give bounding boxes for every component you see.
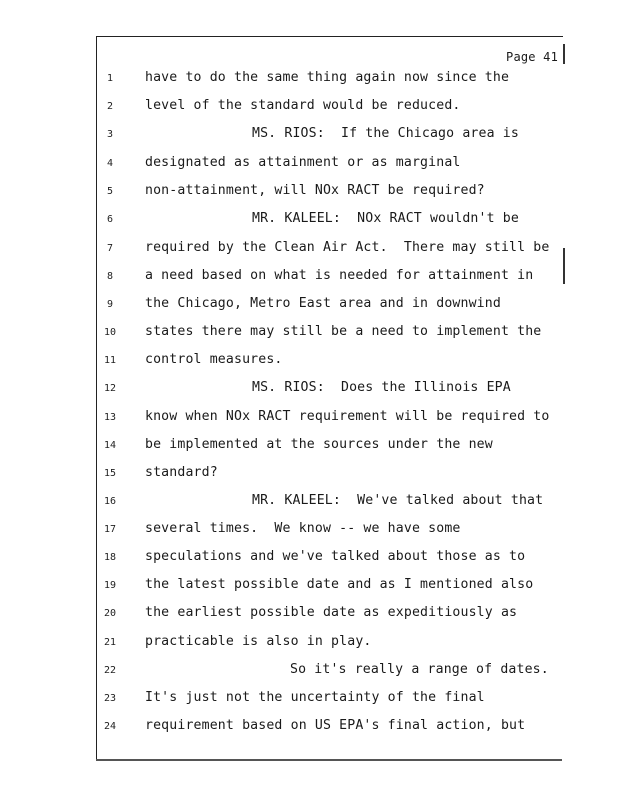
line-number: 7: [106, 243, 114, 254]
page-number: Page 41: [506, 50, 558, 64]
margin-rule-bottom: [96, 759, 562, 761]
line-number: 19: [103, 580, 117, 591]
line-number: 22: [103, 665, 117, 676]
margin-rule-top: [563, 44, 565, 64]
transcript-line: [0, 521, 619, 541]
line-text: required by the Clean Air Act. There may still be: [145, 240, 550, 255]
transcript-line: [0, 718, 619, 738]
line-number: 3: [106, 129, 114, 140]
transcript-line: [0, 662, 619, 682]
line-number: 16: [103, 496, 117, 507]
transcript-line: [0, 155, 619, 175]
transcript-line: [0, 605, 619, 625]
line-text: So it's really a range of dates.: [290, 662, 549, 677]
transcript-line: [0, 690, 619, 710]
line-number: 1: [106, 73, 114, 84]
transcript-line: [0, 126, 619, 146]
line-text: MS. RIOS: If the Chicago area is: [252, 126, 519, 141]
transcript-line: [0, 296, 619, 316]
transcript-line: [0, 240, 619, 260]
line-number: 2: [106, 101, 114, 112]
line-number: 10: [103, 327, 117, 338]
line-number: 5: [106, 186, 114, 197]
line-number: 6: [106, 214, 114, 225]
line-number: 23: [103, 693, 117, 704]
line-text: the latest possible date and as I mentioned also: [145, 577, 534, 592]
line-number: 20: [103, 608, 117, 619]
line-number: 21: [103, 637, 117, 648]
transcript-line: [0, 324, 619, 344]
line-text: practicable is also in play.: [145, 634, 372, 649]
transcript-line: [0, 268, 619, 288]
line-text: states there may still be a need to implement the: [145, 324, 542, 339]
line-text: several times. We know -- we have some: [145, 521, 461, 536]
line-number: 15: [103, 468, 117, 479]
line-text: requirement based on US EPA's final action, but: [145, 718, 526, 733]
transcript-line: [0, 211, 619, 231]
line-text: non-attainment, will NOx RACT be required?: [145, 183, 485, 198]
line-text: control measures.: [145, 352, 283, 367]
transcript-line: [0, 98, 619, 118]
transcript-line: [0, 549, 619, 569]
line-text: level of the standard would be reduced.: [145, 98, 461, 113]
line-text: It's just not the uncertainty of the final: [145, 690, 485, 705]
line-text: have to do the same thing again now since the: [145, 70, 510, 85]
transcript-line: [0, 409, 619, 429]
line-text: MR. KALEEL: NOx RACT wouldn't be: [252, 211, 519, 226]
line-number: 14: [103, 440, 117, 451]
line-number: 18: [103, 552, 117, 563]
line-number: 4: [106, 158, 114, 169]
transcript-line: [0, 380, 619, 400]
line-text: speculations and we've talked about those as to: [145, 549, 526, 564]
line-text: standard?: [145, 465, 218, 480]
transcript-line: [0, 465, 619, 485]
line-number: 17: [103, 524, 117, 535]
line-number: 12: [103, 383, 117, 394]
line-text: know when NOx RACT requirement will be required to: [145, 409, 550, 424]
transcript-line: [0, 183, 619, 203]
line-text: MR. KALEEL: We've talked about that: [252, 493, 544, 508]
line-number: 11: [103, 355, 117, 366]
line-text: a need based on what is needed for attainment in: [145, 268, 534, 283]
line-text: the Chicago, Metro East area and in downwind: [145, 296, 501, 311]
line-text: MS. RIOS: Does the Illinois EPA: [252, 380, 511, 395]
line-number: 9: [106, 299, 114, 310]
line-text: be implemented at the sources under the new: [145, 437, 493, 452]
transcript-line: [0, 634, 619, 654]
line-number: 13: [103, 412, 117, 423]
transcript-line: [0, 577, 619, 597]
line-number: 24: [103, 721, 117, 732]
transcript-line: [0, 493, 619, 513]
transcript-line: [0, 352, 619, 372]
line-text: the earliest possible date as expeditiously as: [145, 605, 518, 620]
line-number: 8: [106, 271, 114, 282]
line-text: designated as attainment or as marginal: [145, 155, 461, 170]
transcript-line: [0, 70, 619, 90]
transcript-line: [0, 437, 619, 457]
